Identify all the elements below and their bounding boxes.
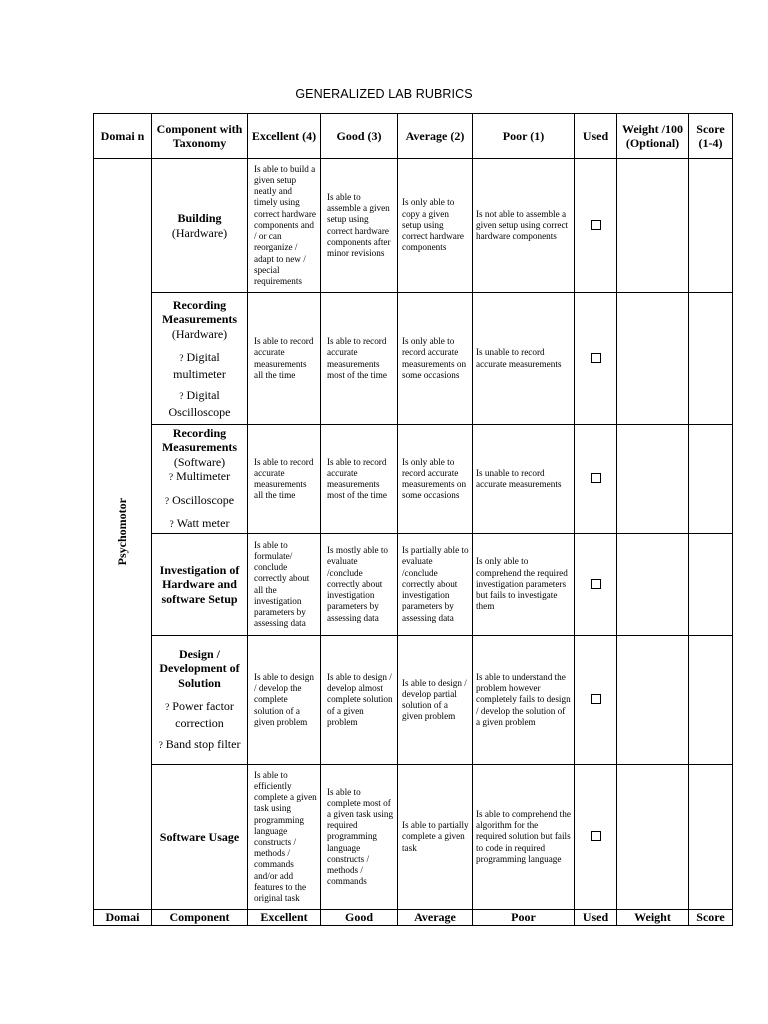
poor-cell: Is able to comprehend the algorithm for the required solution but fails to code in required programming language (473, 765, 575, 910)
component-main: Design / Development of Solution (159, 646, 240, 690)
footer-excellent: Excellent (248, 910, 321, 926)
excellent-cell: Is able to build a given setup neatly and timely using correct hardware components and / or can reorganize / adapt to new / special requirements (248, 159, 321, 293)
component-main: Investigation of Hardware and software Setup (159, 562, 240, 606)
header-good: Good (3) (321, 114, 398, 159)
average-cell: Is partially able to evaluate /conclude correctly about investigation parameters by assessing data (398, 534, 473, 636)
header-component: Component with Taxonomy (152, 114, 248, 159)
header-row (94, 114, 733, 159)
component-cell (152, 765, 248, 910)
footer-domain: Domai (94, 910, 152, 926)
component-cell (152, 159, 248, 293)
header-score: Score (1-4) (689, 114, 733, 159)
component-subitem: ? Multimeter (168, 469, 231, 483)
good-cell: Is mostly able to evaluate /conclude correctly about investigation parameters by assessing data (321, 534, 398, 636)
score-cell[interactable] (689, 159, 733, 293)
used-cell (575, 293, 617, 425)
component-type: (Software) (173, 454, 226, 469)
footer-average: Average (398, 910, 473, 926)
domain-cell (94, 159, 152, 910)
domain-label: Psychomotor (115, 497, 129, 566)
poor-cell: Is unable to record accurate measurements (473, 425, 575, 534)
footer-component: Component (152, 910, 248, 926)
footer-weight: Weight (617, 910, 689, 926)
used-cell (575, 425, 617, 534)
page-title: GENERALIZED LAB RUBRICS (295, 87, 473, 101)
poor-cell: Is unable to record accurate measurements (473, 293, 575, 425)
table-row (94, 765, 733, 910)
average-cell: Is only able to record accurate measurements on some occasions (398, 293, 473, 425)
used-checkbox[interactable] (591, 473, 601, 483)
component-cell (152, 293, 248, 425)
good-cell: Is able to record accurate measurements most of the time (321, 425, 398, 534)
score-cell[interactable] (689, 636, 733, 765)
used-checkbox[interactable] (591, 694, 601, 704)
component-subitem: ? Watt meter (169, 516, 230, 530)
score-cell[interactable] (689, 765, 733, 910)
table-row (94, 425, 733, 534)
component-cell (152, 636, 248, 765)
used-cell (575, 159, 617, 293)
good-cell: Is able to assemble a given setup using correct hardware components after minor revisions (321, 159, 398, 293)
excellent-cell: Is able to design / develop the complete solution of a given problem (248, 636, 321, 765)
component-subitem: ? Oscilloscope (164, 492, 235, 507)
good-cell: Is able to complete most of a given task using required programming language constructs / methods / commands (321, 765, 398, 910)
excellent-cell: Is able to record accurate measurements all the time (248, 293, 321, 425)
component-subitem: ? Digital multimeter (173, 350, 226, 381)
poor-cell: Is not able to assemble a given setup using correct hardware components (473, 159, 575, 293)
excellent-cell: Is able to formulate/ conclude correctly about all the investigation parameters by assessing data (248, 534, 321, 636)
table-row (94, 534, 733, 636)
header-poor: Poor (1) (473, 114, 575, 159)
good-cell: Is able to record accurate measurements most of the time (321, 293, 398, 425)
table-row (94, 159, 733, 293)
footer-poor: Poor (473, 910, 575, 926)
header-used: Used (575, 114, 617, 159)
header-average: Average (2) (398, 114, 473, 159)
weight-cell[interactable] (617, 425, 689, 534)
good-cell: Is able to design / develop almost complete solution of a given problem (321, 636, 398, 765)
component-main: Recording Measurements (161, 297, 238, 327)
component-main: Recording Measurements (161, 425, 238, 454)
used-cell (575, 765, 617, 910)
footer-used: Used (575, 910, 617, 926)
footer-score: Score (689, 910, 733, 926)
poor-cell: Is able to understand the problem however completely fails to design / develop the solution of a given problem (473, 636, 575, 765)
used-checkbox[interactable] (591, 353, 601, 363)
header-excellent: Excellent (4) (248, 114, 321, 159)
weight-cell[interactable] (617, 159, 689, 293)
footer-good: Good (321, 910, 398, 926)
component-type: (Hardware) (171, 225, 228, 240)
header-domain: Domai n (94, 114, 152, 159)
component-subitem: ? Power factor correction (165, 699, 234, 730)
table-row (94, 293, 733, 425)
score-cell[interactable] (689, 293, 733, 425)
rubric-table (93, 113, 733, 926)
excellent-cell: Is able to record accurate measurements all the time (248, 425, 321, 534)
poor-cell: Is only able to comprehend the required investigation parameters but fails to investigate them (473, 534, 575, 636)
component-cell (152, 534, 248, 636)
component-subitem: ? Digital Oscilloscope (168, 388, 231, 419)
weight-cell[interactable] (617, 293, 689, 425)
table-row (94, 636, 733, 765)
score-cell[interactable] (689, 425, 733, 534)
used-checkbox[interactable] (591, 220, 601, 230)
used-checkbox[interactable] (591, 579, 601, 589)
used-checkbox[interactable] (591, 831, 601, 841)
average-cell: Is able to design / develop partial solution of a given problem (398, 636, 473, 765)
component-cell (152, 425, 248, 534)
score-cell[interactable] (689, 534, 733, 636)
excellent-cell: Is able to efficiently complete a given task using programming language constructs / methods / commands and/or add features to the original task (248, 765, 321, 910)
header-weight: Weight /100 (Optional) (617, 114, 689, 159)
component-main: Software Usage (159, 829, 240, 844)
weight-cell[interactable] (617, 765, 689, 910)
average-cell: Is able to partially complete a given task (398, 765, 473, 910)
footer-row (94, 910, 733, 926)
used-cell (575, 534, 617, 636)
average-cell: Is only able to record accurate measurements on some occasions (398, 425, 473, 534)
used-cell (575, 636, 617, 765)
weight-cell[interactable] (617, 534, 689, 636)
average-cell: Is only able to copy a given setup using correct hardware components (398, 159, 473, 293)
component-main: Building (177, 211, 222, 225)
component-subitem: ? Band stop filter (158, 737, 241, 751)
component-type: (Hardware) (171, 326, 228, 341)
weight-cell[interactable] (617, 636, 689, 765)
